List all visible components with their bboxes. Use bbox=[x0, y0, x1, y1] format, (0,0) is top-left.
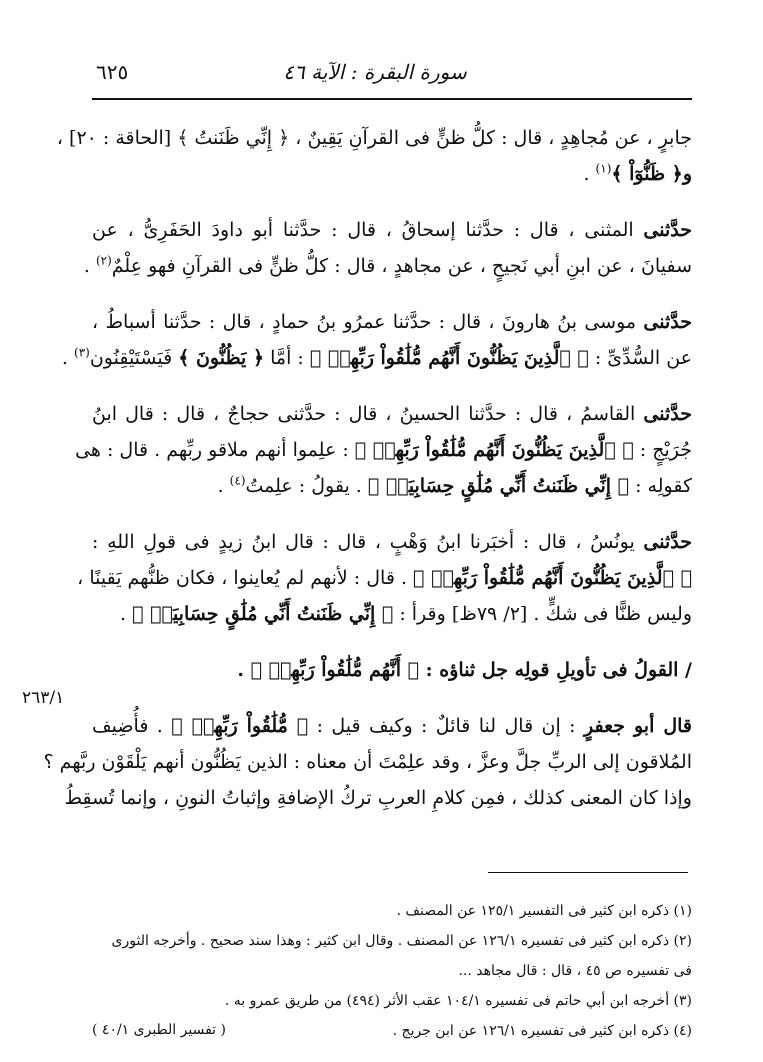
text-span: . bbox=[83, 255, 96, 277]
text-span: . bbox=[61, 347, 74, 369]
text-line bbox=[61, 340, 692, 376]
footnote: (٣) أخرجه ابن أبي حاتم فى تفسيره ١٠٤/١ عقب الأثر (٤٩٤) من طريق عمرو به . bbox=[224, 993, 692, 1009]
surah-title: سورة البقرة : الآية ٤٦ bbox=[283, 60, 467, 84]
text-span: . فأُضِيف bbox=[92, 715, 172, 737]
text-line bbox=[92, 304, 692, 340]
footnote-marker: (٣) bbox=[74, 345, 90, 360]
text-span: . يقولُ : علِمتُ bbox=[245, 475, 368, 497]
footnote: (١) ذكره ابن كثير فى التفسير ١٢٥/١ عن المصنف . bbox=[396, 903, 692, 919]
text-span: المُلاقون إلى الربِّ جلَّ وعزَّ ، وقد علِمْتَ أن معناه : الذين يَظُنُّون أنهم يَلْقَوْن ربَّهم ؟ bbox=[43, 751, 692, 773]
text-line bbox=[83, 248, 692, 284]
footnote-marker: (٤) bbox=[229, 473, 246, 488]
text-span: . bbox=[120, 603, 133, 625]
footnote: فى تفسيره ص ٤٥ ، قال : قال مجاهد ... bbox=[458, 963, 692, 979]
author-lead: قال أبو جعفرٍ bbox=[583, 715, 692, 737]
header-divider bbox=[92, 98, 692, 100]
text-line bbox=[75, 432, 692, 468]
text-span: يونُسُ ، قال : أخبَرنا ابنُ وَهْبٍ ، قال : قال ابنُ زيدٍ فى قولِ اللهِ : bbox=[92, 531, 644, 553]
footnote: (٤) ذكره ابن كثير فى تفسيره ١٢٦/١ عن ابن جريج . bbox=[392, 1023, 692, 1039]
text-span: . bbox=[217, 475, 230, 497]
text-line bbox=[56, 120, 692, 156]
text-line bbox=[64, 780, 692, 816]
text-span: جابرٍ ، عن مُجاهِدٍ ، قال : كلُّ ظنٍّ فى القرآنِ يَقِينٌ ، ﴿ إِنِّي ظَنَنتُ ﴾ [الحاقة : ٢٠] ، bbox=[56, 127, 692, 149]
text-span: المثنى ، قال : حدَّثنا إسحاقُ ، قال : حدَّثنا أبو داودَ الحَفَرِىُّ ، عن bbox=[92, 219, 644, 241]
text-span: كقولِه : bbox=[629, 475, 692, 497]
quran-verse: ﴿ إِنِّي ظَنَنتُ أَنِّي مُلَٰقٍ حِسَابِيَهۡ ﴾ bbox=[367, 475, 630, 497]
quran-verse: ﴿ مُّلَٰقُواْ رَبِّهِمۡ ﴾ bbox=[171, 715, 309, 737]
text-span: : علِموا أنهم ملاقو ربِّهم . قال : هى bbox=[75, 439, 355, 461]
text-span: : أمَّا bbox=[264, 347, 310, 369]
quran-verse: ﴿ ٱلَّذِينَ يَظُنُّونَ أَنَّهُم مُّلَٰقُواْ رَبِّهِمۡ ﴾ bbox=[309, 347, 589, 369]
heading-text: / القولُ فى تأويلِ قولِه جل ثناؤه : bbox=[419, 659, 692, 681]
quran-verse: ﴿ إِنِّي ظَنَنتُ أَنِّي مُلَٰقٍ حِسَابِيَهۡ ﴾ bbox=[132, 603, 394, 625]
footnote: (٢) ذكره ابن كثير فى تفسيره ١٢٦/١ عن المصنف . وقال ابن كثير : وهذا سند صحيح . وأخرجه الثورى bbox=[111, 933, 692, 949]
section-heading bbox=[92, 652, 692, 688]
footnote-marker: (١) bbox=[595, 161, 612, 176]
hadith-lead: حدَّثنى bbox=[643, 403, 692, 425]
hadith-lead: حدَّثنى bbox=[643, 311, 692, 333]
text-span: : إن قال لنا قائلٌ : وكيف قيل : bbox=[308, 715, 584, 737]
text-line bbox=[92, 596, 692, 632]
text-line bbox=[43, 744, 692, 780]
page-number: ٦٢٥ bbox=[96, 60, 129, 84]
text-line bbox=[92, 524, 692, 560]
text-span: عن السُّدِّىِّ : bbox=[588, 347, 692, 369]
quran-verse: و﴿ ظَنُّوٓاْ ﴾ bbox=[611, 163, 692, 185]
text-span: جُرَيْجٍ : bbox=[633, 439, 692, 461]
text-span: فَيَسْتَيْقِنُون bbox=[89, 347, 179, 369]
hadith-lead: حدَّثنى bbox=[643, 219, 692, 241]
quran-verse: ﴿ ٱلَّذِينَ يَظُنُّونَ أَنَّهُم مُّلَٰقُواْ رَبِّهِمۡ ﴾ bbox=[413, 567, 692, 589]
text-line bbox=[92, 468, 692, 504]
text-line bbox=[92, 212, 692, 248]
text-line bbox=[92, 396, 692, 432]
text-line bbox=[92, 708, 692, 744]
footer-reference: ( تفسير الطبرى ٤٠/١ ) bbox=[92, 1022, 226, 1038]
text-span: سفيانَ ، عن ابنِ أبي نَجيحٍ ، عن مجاهدٍ ، قال : كلُّ ظنٍّ فى القرآنِ فهو عِلْمٌ bbox=[111, 255, 692, 277]
hadith-lead: حدَّثنى bbox=[643, 531, 692, 553]
text-line bbox=[77, 560, 692, 596]
text-span: . bbox=[237, 659, 251, 681]
margin-reference: ٢٦٣/١ bbox=[22, 688, 65, 708]
text-line bbox=[92, 156, 692, 192]
quran-verse: ﴿ ٱلَّذِينَ يَظُنُّونَ أَنَّهُم مُّلَٰقُواْ رَبِّهِمۡ ﴾ bbox=[354, 439, 634, 461]
text-span: وليس ظنًّا فى شكٍّ . [٢/ ٧٩ظ] وقرأ : bbox=[393, 603, 692, 625]
quran-verse: ﴿ يَظُنُّونَ ﴾ bbox=[178, 347, 265, 369]
footnote-divider bbox=[488, 872, 688, 873]
text-span: موسى بنُ هارونَ ، قال : حدَّثنا عمرُو بنُ حمادٍ ، قال : حدَّثنا أسباطُ ، bbox=[92, 311, 644, 333]
text-span: . bbox=[583, 163, 596, 185]
footnote-marker: (٢) bbox=[95, 253, 112, 268]
text-span: وإذا كان المعنى كذلك ، فمِن كلامِ العربِ تركُ الإضافةِ وإثباتُ النونِ ، وإنما تُسقِطُ bbox=[64, 787, 692, 809]
text-span: . قال : لأنهم لم يُعاينوا ، فكان ظنُّهم يَقينًا ، bbox=[77, 567, 414, 589]
text-span: القاسمُ ، قال : حدَّثنا الحسينُ ، قال : حدَّثنى حجاجٌ ، قال : قال ابنُ bbox=[92, 403, 644, 425]
quran-verse: ﴿ أَنَّهُم مُّلَٰقُواْ رَبِّهِمۡ ﴾ bbox=[250, 659, 420, 681]
